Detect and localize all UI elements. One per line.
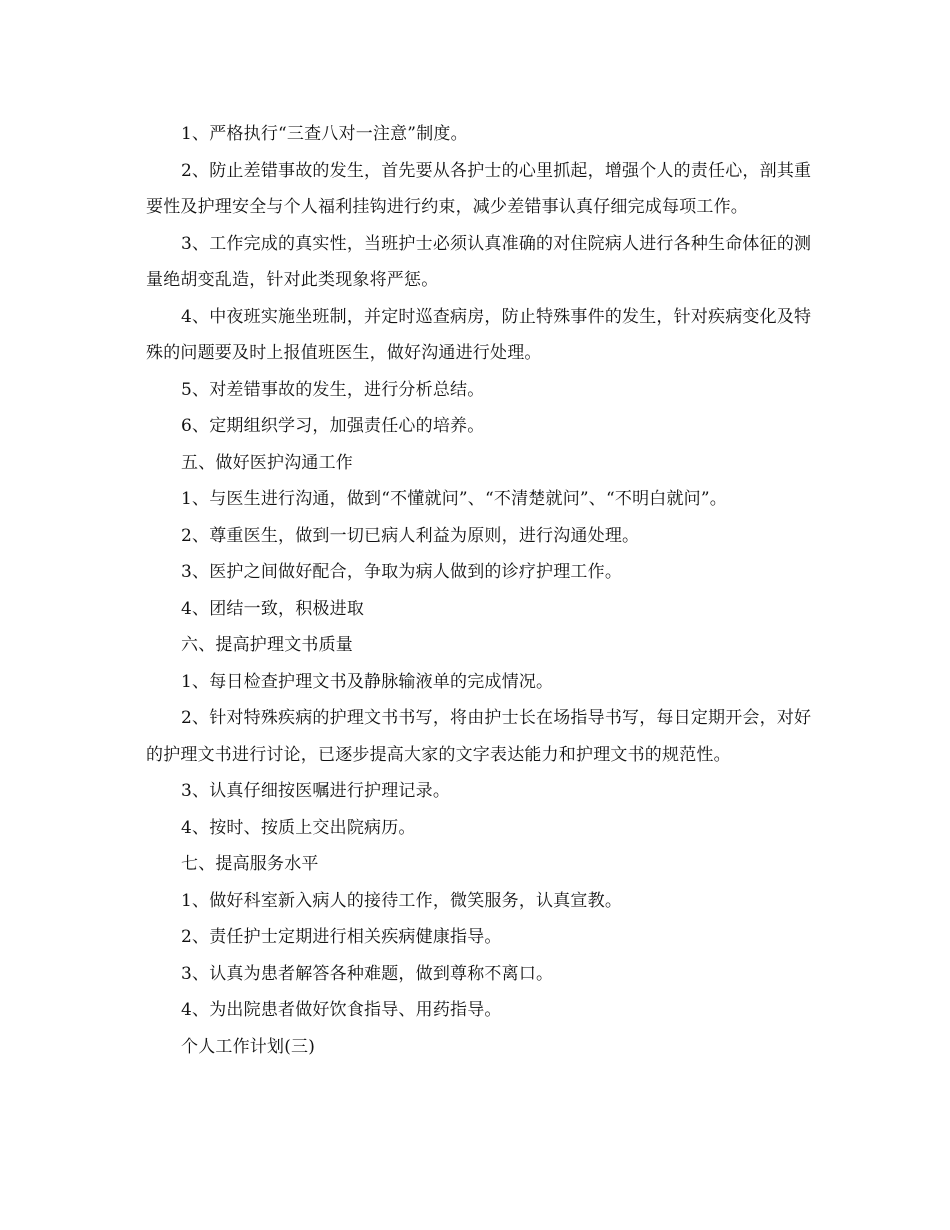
paragraph: 5、对差错事故的发生，进行分析总结。 bbox=[181, 379, 485, 400]
paragraph: 4、团结一致，积极进取 bbox=[181, 598, 365, 619]
paragraph: 4、按时、按质上交出院病历。 bbox=[181, 817, 416, 838]
paragraph: 3、医护之间做好配合，争取为病人做到的诊疗护理工作。 bbox=[181, 562, 623, 582]
paragraph: 2、针对特殊疾病的护理文书书写，将由护士长在场指导书写，每日定期开会，对好的护理文书进行讨论，已逐步提高大家的文字表达能力和护理文书的规范性。 bbox=[146, 708, 812, 765]
section-heading: 五、做好医护沟通工作 bbox=[181, 452, 353, 473]
paragraph: 1、严格执行“三查八对一注意”制度。 bbox=[181, 124, 468, 144]
paragraph: 2、责任护士定期进行相关疾病健康指导。 bbox=[181, 927, 502, 947]
section-heading: 个人工作计划(三) bbox=[181, 1036, 316, 1057]
section-heading: 六、提高护理文书质量 bbox=[181, 635, 353, 655]
paragraph: 3、认真仔细按医嘱进行护理记录。 bbox=[181, 781, 451, 801]
paragraph: 3、认真为患者解答各种难题，做到尊称不离口。 bbox=[181, 963, 554, 984]
paragraph: 1、做好科室新入病人的接待工作，微笑服务，认真宣教。 bbox=[181, 890, 623, 911]
paragraph: 6、定期组织学习，加强责任心的培养。 bbox=[181, 416, 485, 436]
paragraph: 2、防止差错事故的发生，首先要从各护士的心里抓起，增强个人的责任心，剖其重要性及护理安全与个人福利挂钩进行约束，减少差错事认真仔细完成每项工作。 bbox=[146, 160, 812, 217]
section-heading: 七、提高服务水平 bbox=[181, 854, 319, 874]
paragraph: 1、每日检查护理文书及静脉输液单的完成情况。 bbox=[181, 671, 554, 692]
document-body bbox=[146, 116, 822, 1065]
paragraph: 3、工作完成的真实性，当班护士必须认真准确的对住院病人进行各种生命体征的测量绝胡变乱造，针对此类现象将严惩。 bbox=[146, 233, 812, 290]
paragraph: 4、为出院患者做好饮食指导、用药指导。 bbox=[181, 1000, 502, 1020]
paragraph: 2、尊重医生，做到一切已病人利益为原则，进行沟通处理。 bbox=[181, 525, 640, 546]
paragraph: 1、与医生进行沟通，做到“不懂就问”、“不清楚就问”、“不明白就问”。 bbox=[181, 489, 727, 509]
paragraph: 4、中夜班实施坐班制，并定时巡查病房，防止特殊事件的发生，针对疾病变化及特殊的问题要及时上报值班医生，做好沟通进行处理。 bbox=[146, 306, 812, 363]
